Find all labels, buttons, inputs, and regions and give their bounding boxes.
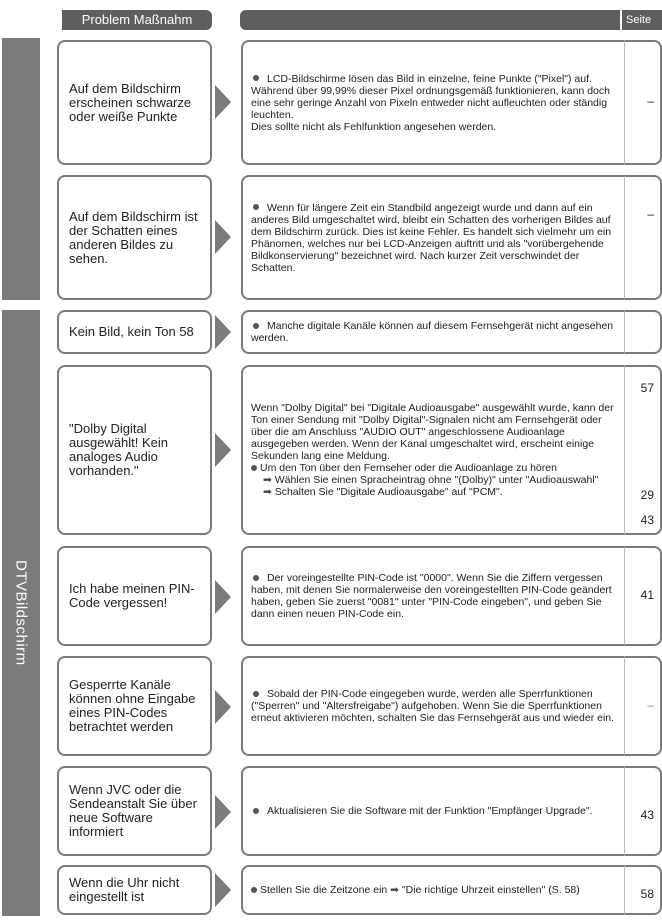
problem-text: Gesperrte Kanäle können ohne Eingabe eines PIN-Codes betrachtet werden — [69, 677, 196, 734]
measure-text: Um den Ton über den Fernseher oder die Audioanlage zu hören — [260, 462, 557, 474]
page-cell-7 — [624, 865, 662, 915]
arrow-icon — [215, 795, 231, 829]
problem-text: "Dolby Digital ausgewählt! Kein analoges Audio vorhanden." — [69, 421, 169, 478]
header-measure-text: Maßnahm — [133, 12, 193, 27]
arrow-icon — [215, 690, 231, 724]
arrow-icon — [215, 85, 231, 119]
arrow-icon — [215, 315, 231, 349]
measure-cell-1 — [241, 175, 624, 300]
problem-text: Wenn die Uhr nicht eingestellt ist — [69, 875, 180, 904]
measure-cell-0 — [241, 40, 624, 165]
problem-text: Kein Bild, kein Ton 58 — [69, 324, 194, 339]
arrow-right-icon: ➡ — [263, 486, 275, 498]
measure-text: Wenn "Dolby Digital" bei "Digitale Audioausgabe" ausgewählt wurde, kann der Ton einer Sendung mit "Dolby Digital"-Signalen nicht am Fernsehgerät oder über die am Anschluss "AUDIO OUT" angeschlossene Audioanlage ausgegeben werden. Wenn der Kanal umgeschaltet wird, erscheint einige Sekunden lang eine Meldung. — [251, 402, 614, 462]
arrow-right-icon: ➡ — [390, 884, 399, 896]
measure-text: Wenn für längere Zeit ein Standbild angezeigt wurde und dann auf ein anderes Bild umgeschaltet wird, bleibt ein Schatten des vorherigen Bildes auf dem Bildschirm zurück. Dies ist keine Fehler. Es handelt sich vielmehr um ein Phänomen, welches nur bei LCD-Anzeigen auftritt und als "vorübergehende Bildkonservierung" bezeichnet wird. Nach kurzer Zeit verschwindet der Schatten. — [251, 201, 612, 274]
page-cell-2 — [624, 310, 662, 354]
measure-cell-5 — [241, 656, 624, 756]
problem-text: Auf dem Bildschirm erscheinen schwarze oder weiße Punkte — [69, 80, 192, 124]
page-cell-4 — [624, 546, 662, 646]
measure-text: Wählen Sie einen Spracheintrag ohne "(Dolby)" unter "Audioauswahl" — [274, 474, 599, 486]
measure-cell-7 — [241, 865, 624, 915]
measure-text: Der voreingestellte PIN-Code ist "0000". Wenn Sie die Ziffern vergessen haben, mit denen Sie normalerweise den voreingestellten PIN-Code geändert haben, geben Sie zuerst "0081" unter "PIN-Code eingeben", und geben Sie dann einen neuen PIN-Code ein. — [251, 572, 612, 620]
header-problem-text: Problem — [81, 12, 131, 27]
measure-cell-2 — [241, 310, 624, 354]
problem-cell-7 — [57, 865, 212, 915]
page-number: 29 — [640, 488, 654, 502]
problem-cell-5 — [57, 656, 212, 756]
problem-text: Auf dem Bildschirm ist der Schatten eines anderen Bildes zu sehen. — [69, 208, 198, 266]
page-cell-0 — [624, 40, 662, 165]
arrow-icon — [215, 873, 231, 907]
page-number: 58 — [640, 887, 654, 901]
page-number: – — [647, 698, 654, 712]
measure-cell-6 — [241, 766, 624, 856]
page-number: – — [647, 94, 654, 108]
problem-cell-1 — [57, 175, 212, 300]
measure-text: Dies sollte nicht als Fehlfunktion angesehen werden. — [251, 120, 497, 133]
page-cell-5 — [624, 656, 662, 756]
sidebar-label-text: DTVBildschirm — [12, 560, 30, 666]
measure-cell-3 — [241, 365, 624, 535]
problem-cell-3 — [57, 365, 212, 535]
measure-text: Aktualisieren Sie die Software mit der Funktion "Empfänger Upgrade". — [267, 805, 593, 817]
bullet-icon — [253, 575, 259, 581]
arrow-icon — [215, 220, 231, 254]
sidebar-label — [2, 310, 40, 916]
problem-cell-0 — [57, 40, 212, 165]
measure-text: Manche digitale Kanäle können auf diesem Fernsehgerät nicht angesehen werden. — [251, 320, 614, 344]
measure-text: Sobald der PIN-Code eingegeben wurde, werden alle Sperrfunktionen ("Sperren" und "Altersfreigabe") aufgehoben. Wenn Sie die Sperrfunktionen erneut aktivieren möchten, schalten Sie das Fernsehgerät aus und wieder ein. — [251, 688, 615, 724]
measure-text: "Die richtige Uhrzeit einstellen" (S. 58) — [401, 884, 580, 896]
bullet-icon — [251, 887, 257, 893]
page-number: 57 — [640, 381, 654, 395]
problem-text: Ich habe meinen PIN-Code vergessen! — [69, 581, 195, 610]
page-number: 43 — [640, 513, 654, 527]
measure-text: Schalten Sie "Digitale Audioausgabe" auf "PCM". — [274, 486, 503, 498]
page-number: 41 — [640, 588, 654, 602]
column-header-page: Seite — [622, 10, 662, 30]
bullet-icon — [253, 323, 259, 329]
page-cell-1 — [624, 175, 662, 300]
measure-cell-4 — [241, 546, 624, 646]
bullet-icon — [253, 808, 259, 814]
bullet-icon — [251, 465, 257, 471]
measure-text: Stellen Sie die Zeitzone ein — [260, 884, 388, 896]
column-header-measure — [240, 10, 620, 30]
page-number: 43 — [640, 808, 654, 822]
problem-text: Wenn JVC oder die Sendeanstalt Sie über neue Software informiert — [69, 782, 197, 839]
measure-text: Während über 99,99% dieser Pixel ordnungsgemäß funktionieren, kann doch eine sehr geringe Anzahl von Pixeln entweder nicht aufleuchten oder ständig leuchten. — [251, 84, 610, 121]
bullet-icon — [253, 75, 259, 81]
column-header-problem — [62, 10, 212, 30]
bullet-icon — [253, 204, 259, 210]
sidebar-top-band — [2, 38, 40, 300]
problem-cell-4 — [57, 546, 212, 646]
problem-cell-2 — [57, 310, 212, 354]
page-cell-6 — [624, 766, 662, 856]
problem-cell-6 — [57, 766, 212, 856]
measure-text: LCD-Bildschirme lösen das Bild in einzelne, feine Punkte ("Pixel") auf. — [267, 72, 592, 85]
arrow-icon — [215, 433, 231, 467]
arrow-right-icon: ➡ — [263, 474, 275, 486]
page-cell-3 — [624, 365, 662, 535]
arrow-icon — [215, 580, 231, 614]
page-number: – — [647, 207, 654, 221]
bullet-icon — [253, 691, 259, 697]
